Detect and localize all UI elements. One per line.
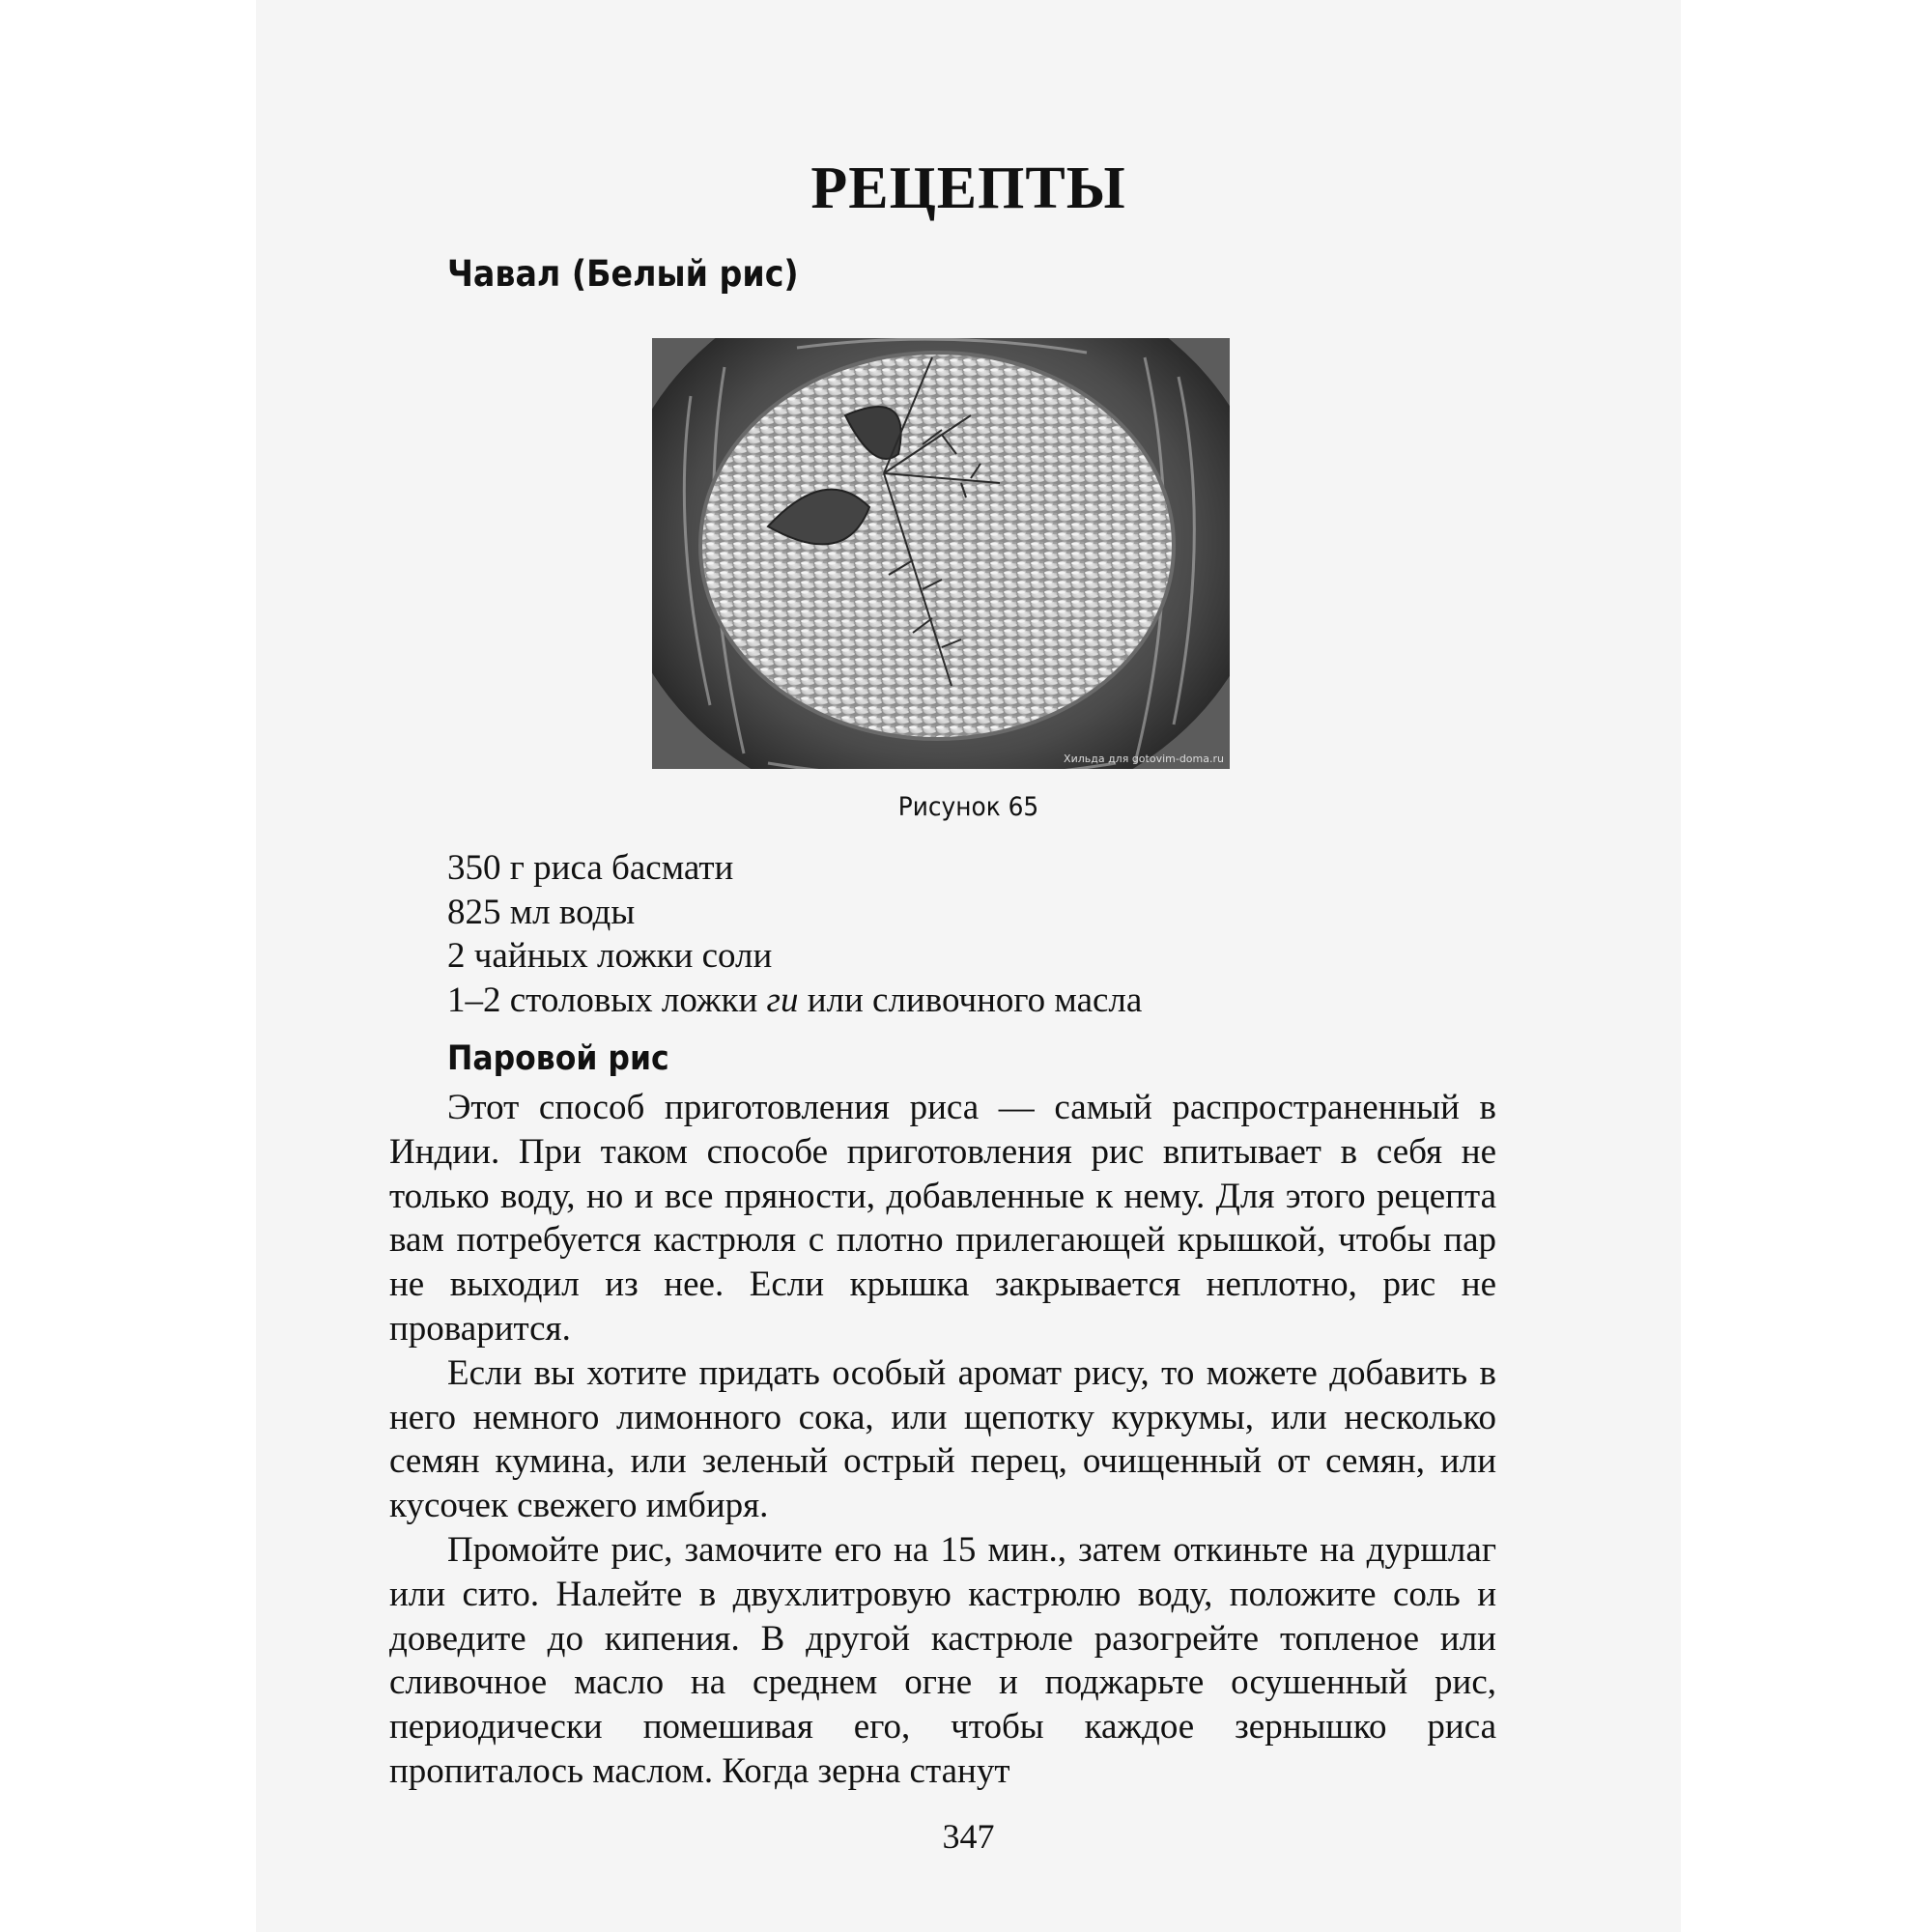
ingredient-item (447, 979, 1142, 1023)
recipe-title: Чавал (Белый рис) (447, 253, 799, 295)
ingredient-text: 825 мл воды (447, 892, 636, 932)
ingredients-list (447, 846, 1142, 1022)
figure-caption: Рисунок 65 (897, 792, 1039, 822)
ingredient-item (447, 891, 1142, 935)
ingredient-text: или сливочного масла (798, 980, 1143, 1020)
paragraph: Промойте рис, замочите его на 15 мин., затем откиньте на дуршлаг или сито. Налейте в двухлитровую кастрюлю воду, положите соль и доведите до кипения. В другой кастрюле разогрейте топленое или сливочное масло на среднем огне и поджарьте осушенный рис, периодически помешивая его, чтобы каждое зернышко риса пропиталось маслом. Когда зерна станут (389, 1529, 1496, 1791)
ingredient-item (447, 846, 1142, 891)
chapter-title: РЕЦЕПТЫ (810, 156, 1126, 221)
rice-photo (652, 338, 1230, 769)
section-title: Паровой рис (447, 1039, 669, 1078)
body-text (389, 1086, 1496, 1794)
ingredient-item (447, 934, 1142, 979)
rice-dish-illustration (652, 338, 1230, 769)
photo-watermark: Хильда для gotovim-doma.ru (1064, 753, 1224, 765)
ingredient-text: 350 г риса басмати (447, 848, 734, 888)
ingredient-text: 1–2 столовых ложки (447, 980, 767, 1020)
page-number: 347 (942, 1817, 995, 1856)
paragraph: Этот способ приготовления риса — самый распространенный в Индии. При таком способе приготовления рис впитывает в себя не только воду, но и все пряности, добавленные к нему. Для этого рецепта вам потребуется кастрюля с плотно прилегающей крышкой, чтобы пар не выходил из нее. Если крышка закрывается неплотно, рис не проварится. (389, 1088, 1496, 1349)
book-page (256, 0, 1681, 1932)
ingredient-italic-term: ги (766, 980, 799, 1020)
paragraph: Если вы хотите придать особый аромат рису, то можете добавить в него немного лимонного сока, или щепотку куркумы, или несколько семян кумина, или зеленый острый перец, очищенный от семян, или кусочек свежего имбиря. (389, 1352, 1496, 1526)
ingredient-text: 2 чайных ложки соли (447, 936, 773, 976)
